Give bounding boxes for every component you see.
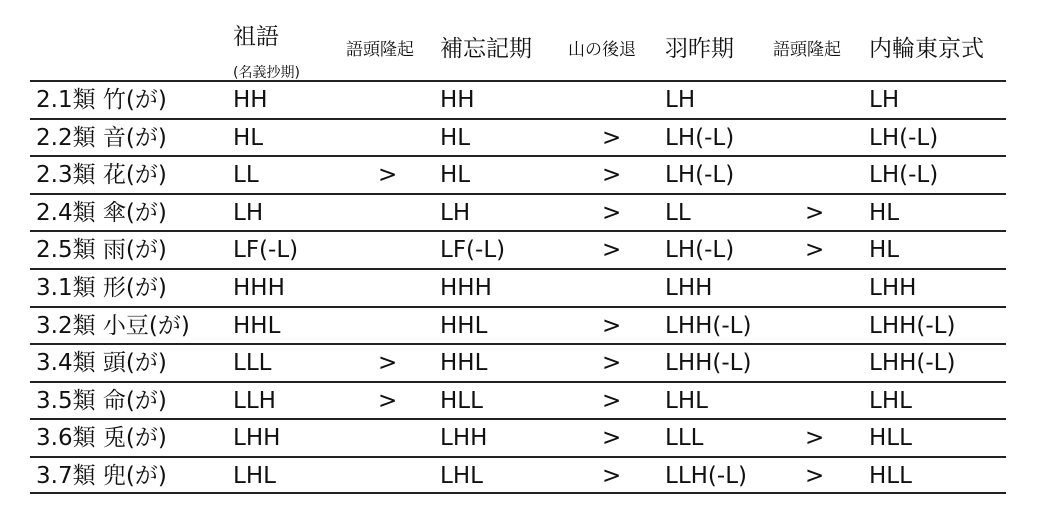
hane-value: LLH(-L) [665,462,747,489]
hobo-value: HLL [440,387,483,414]
uchi-value: HLL [869,425,912,452]
change-1-marker: > [378,162,398,189]
change-2-marker: > [602,237,622,264]
uchi-value: LHL [869,387,912,414]
proto-value: HHL [233,312,281,339]
change-2-marker: > [602,162,622,189]
table-row [30,118,1006,156]
change-3-marker: > [805,237,825,264]
uchi-value: LH(-L) [869,124,939,151]
proto-value: HHH [233,274,285,301]
hane-value: LLL [665,425,704,452]
uchi-value: LH [869,87,900,113]
row-label: 3.1類 形(が) [36,274,167,301]
proto-value: LHH [233,425,281,452]
hobo-value: HL [440,124,471,151]
row-label: 3.4類 頭(が) [36,350,167,377]
header-uchi: 内輪東京式 [869,36,984,62]
change-3-marker: > [805,462,825,489]
uchi-value: LHH(-L) [869,312,956,339]
proto-value: LLH [233,387,276,414]
row-label: 2.5類 雨(が) [36,237,167,264]
accent-correspondence-table [30,12,1006,489]
change-2-marker: > [602,425,622,452]
hobo-value: HH [440,87,475,113]
change-2-marker: > [602,387,622,414]
change-2-marker: > [602,124,622,151]
uchi-value: HL [869,199,900,226]
table-row [30,80,1006,118]
change-3-marker: > [805,425,825,452]
header-change-3: 語頭隆起 [773,40,841,60]
hane-value: LHH [665,274,713,301]
change-1-marker: > [378,350,398,377]
proto-value: HL [233,124,264,151]
table-body [30,80,1006,494]
proto-value: LHL [233,462,276,489]
header-change-2: 山の後退 [568,40,636,60]
header-hane: 羽昨期 [665,36,734,62]
proto-value: LH [233,199,264,226]
uchi-value: LHH(-L) [869,350,956,377]
header-hobo: 補忘記期 [440,36,532,62]
table-row [30,456,1006,494]
hobo-value: LHH [440,425,488,452]
hane-value: LH(-L) [665,124,735,151]
header-proto: 祖語 [233,24,279,50]
uchi-value: HLL [869,462,912,489]
hobo-value: HHL [440,350,488,377]
hane-value: LH [665,87,696,113]
table-row [30,155,1006,193]
hane-value: LHH(-L) [665,350,752,377]
uchi-value: LH(-L) [869,162,939,189]
uchi-value: LHH [869,274,917,301]
change-1-marker: > [378,387,398,414]
hane-value: LL [665,199,691,226]
change-2-marker: > [602,350,622,377]
table-header [30,12,1006,80]
uchi-value: HL [869,237,900,264]
change-2-marker: > [602,199,622,226]
table-row [30,343,1006,381]
proto-value: LL [233,162,259,189]
hobo-value: HL [440,162,471,189]
hane-value: LH(-L) [665,237,735,264]
hobo-value: HHH [440,274,492,301]
row-label: 2.3類 花(が) [36,162,167,189]
header-change-1: 語頭隆起 [346,40,414,60]
hobo-value: LHL [440,462,483,489]
hobo-value: HHL [440,312,488,339]
hane-value: LHH(-L) [665,312,752,339]
change-2-marker: > [602,462,622,489]
row-label: 3.6類 兎(が) [36,425,167,452]
row-label: 3.2類 小豆(が) [36,312,190,339]
row-label: 2.4類 傘(が) [36,199,167,226]
table-row [30,193,1006,231]
header-proto-sub: (名義抄期) [233,65,300,81]
proto-value: LF(-L) [233,237,299,264]
table-row [30,381,1006,419]
hane-value: LH(-L) [665,162,735,189]
hobo-value: LH [440,199,471,226]
hobo-value: LF(-L) [440,237,506,264]
change-3-marker: > [805,199,825,226]
row-label: 2.1類 竹(が) [36,87,167,113]
table-row [30,230,1006,268]
proto-value: HH [233,87,268,113]
row-label: 3.5類 命(が) [36,387,167,414]
row-label: 2.2類 音(が) [36,124,167,151]
hane-value: LHL [665,387,708,414]
table-row [30,306,1006,344]
row-label: 3.7類 兜(が) [36,462,167,489]
table-row [30,418,1006,456]
proto-value: LLL [233,350,272,377]
table-row [30,268,1006,306]
change-2-marker: > [602,312,622,339]
